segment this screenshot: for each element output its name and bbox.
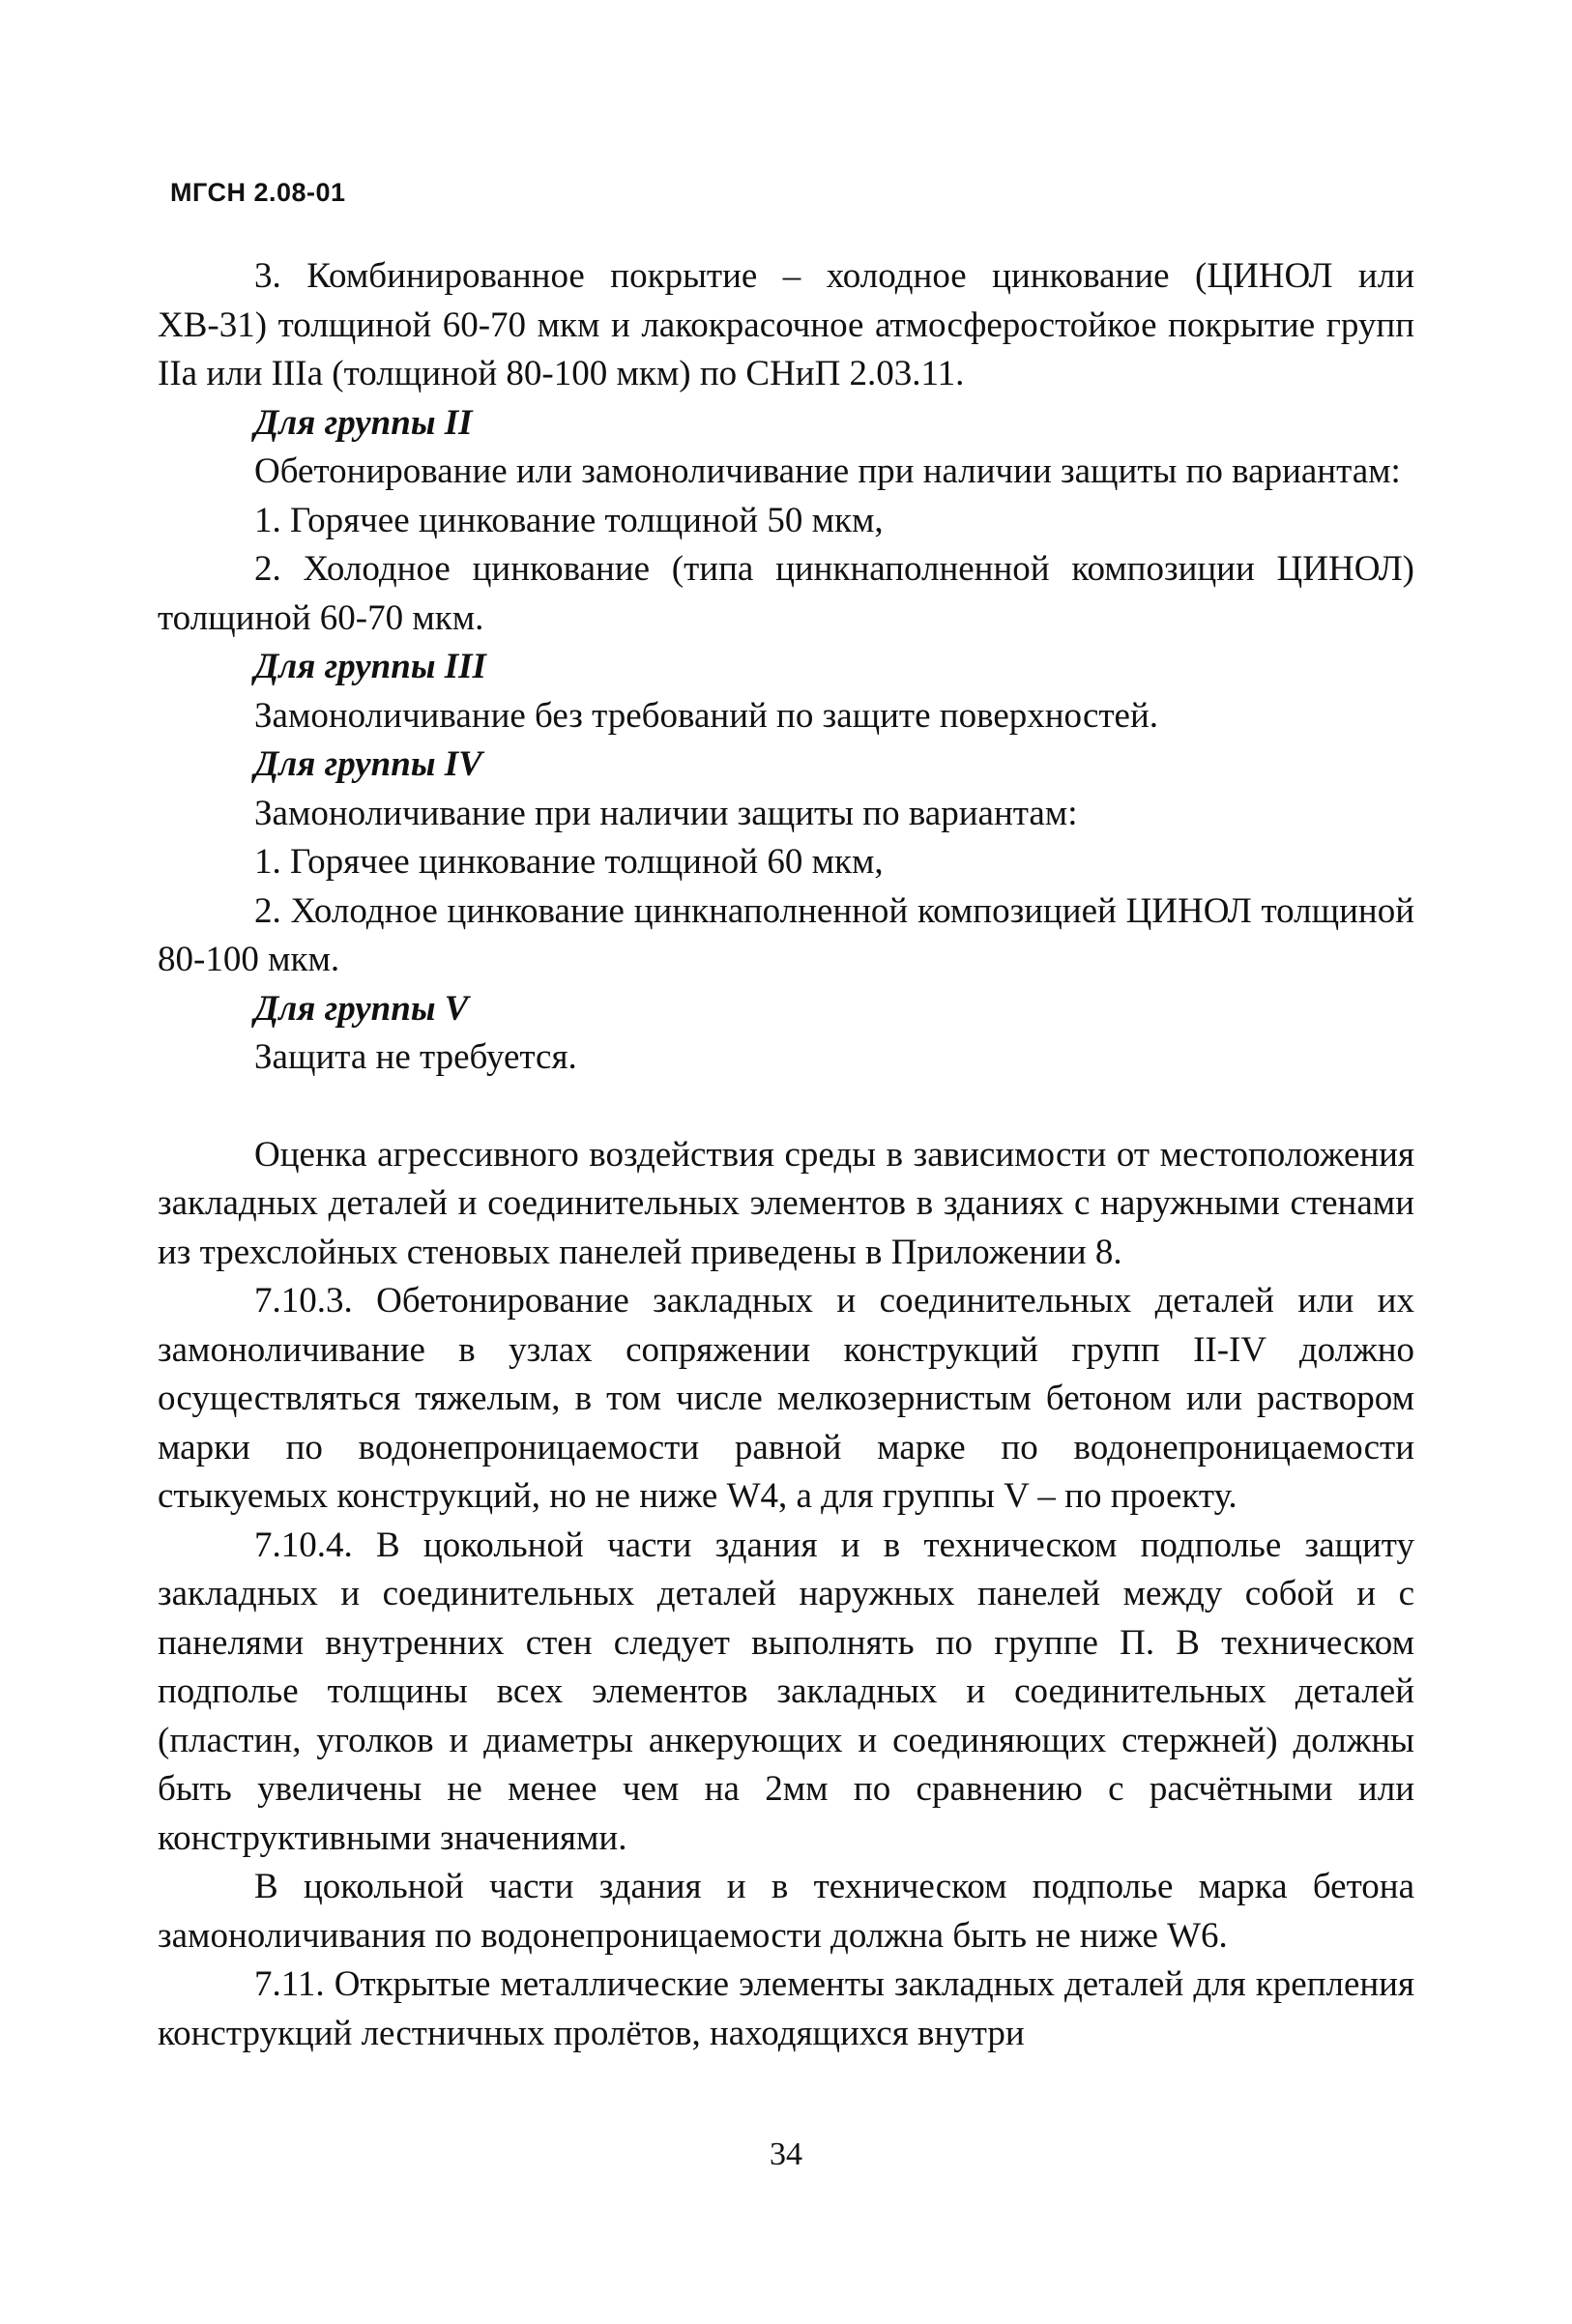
list-item-group-2-option-1: 1. Горячее цинкование толщиной 50 мкм, [254, 500, 884, 540]
document-code-header: МГСН 2.08-01 [170, 178, 346, 207]
paragraph-7-10-3: 7.10.3. Обетонирование закладных и соединительных деталей или их замоноличивание в узлах сопряжении конструкций групп II-IV должно осуществляться тяжелым, в том числе мелкозернистым бетоном или раствором марки по водонепроницаемости равной марке по водонепроницаемости стыкуемых конструкций, но не ниже W4, а для группы V – по проекту. [158, 1281, 1414, 1516]
list-item-group-4-option-2: 2. Холодное цинкование цинкнаполненной композицией ЦИНОЛ толщиной 80-100 мкм. [158, 890, 1414, 979]
heading-group-4: Для группы IV [254, 744, 482, 784]
paragraph-7-11: 7.11. Открытые металлические элементы закладных деталей для крепления конструкций лестничных пролётов, находящихся внутри [158, 1964, 1414, 2053]
paragraph-group-5: Защита не требуется. [254, 1037, 577, 1077]
paragraph-basement-concrete: В цокольной части здания и в техническом подполье марка бетона замоноличивания по водонепроницаемости должна быть не ниже W6. [158, 1867, 1414, 1956]
list-item-group-2-option-2: 2. Холодное цинкование (типа цинкнаполненной композиции ЦИНОЛ) толщиной 60-70 мкм. [158, 549, 1414, 638]
page-number: 34 [770, 2136, 802, 2172]
heading-group-3: Для группы III [254, 647, 486, 686]
heading-group-2: Для группы II [254, 402, 473, 443]
paragraph-group-3: Замоноличивание без требований по защите поверхностей. [254, 695, 1159, 736]
document-body [158, 252, 1414, 2058]
paragraph-group-4: Замоноличивание при наличии защиты по вариантам: [254, 793, 1078, 833]
paragraph-gap [158, 1083, 1414, 1131]
paragraph-7-10-4: 7.10.4. В цокольной части здания и в техническом подполье защиту закладных и соединительных деталей наружных панелей между собой и с панелями внутренних стен следует выполнять по группе П. В техническом подполье толщины всех элементов закладных и соединительных деталей (пластин, уголков и диаметры анкерующих и соединяющих стержней) должны быть увеличены не менее чем на 2мм по сравнению с расчётными или конструктивными значениями. [158, 1525, 1414, 1858]
paragraph-combined-coating: 3. Комбинированное покрытие – холодное цинкование (ЦИНОЛ или ХВ-31) толщиной 60-70 мкм и лакокрасочное атмосферостойкое покрытие групп IIа или IIIа (толщиной 80-100 мкм) по СНиП 2.03.11. [158, 256, 1414, 393]
paragraph-group-2: Обетонирование или замоноличивание при наличии защиты по вариантам: [254, 451, 1401, 491]
paragraph-aggressive-environment: Оценка агрессивного воздействия среды в зависимости от местоположения закладных деталей и соединительных элементов в зданиях с наружными стенами из трехслойных стеновых панелей приведены в Приложении 8. [158, 1134, 1414, 1272]
list-item-group-4-option-1: 1. Горячее цинкование толщиной 60 мкм, [254, 842, 884, 882]
heading-group-5: Для группы V [254, 988, 469, 1029]
